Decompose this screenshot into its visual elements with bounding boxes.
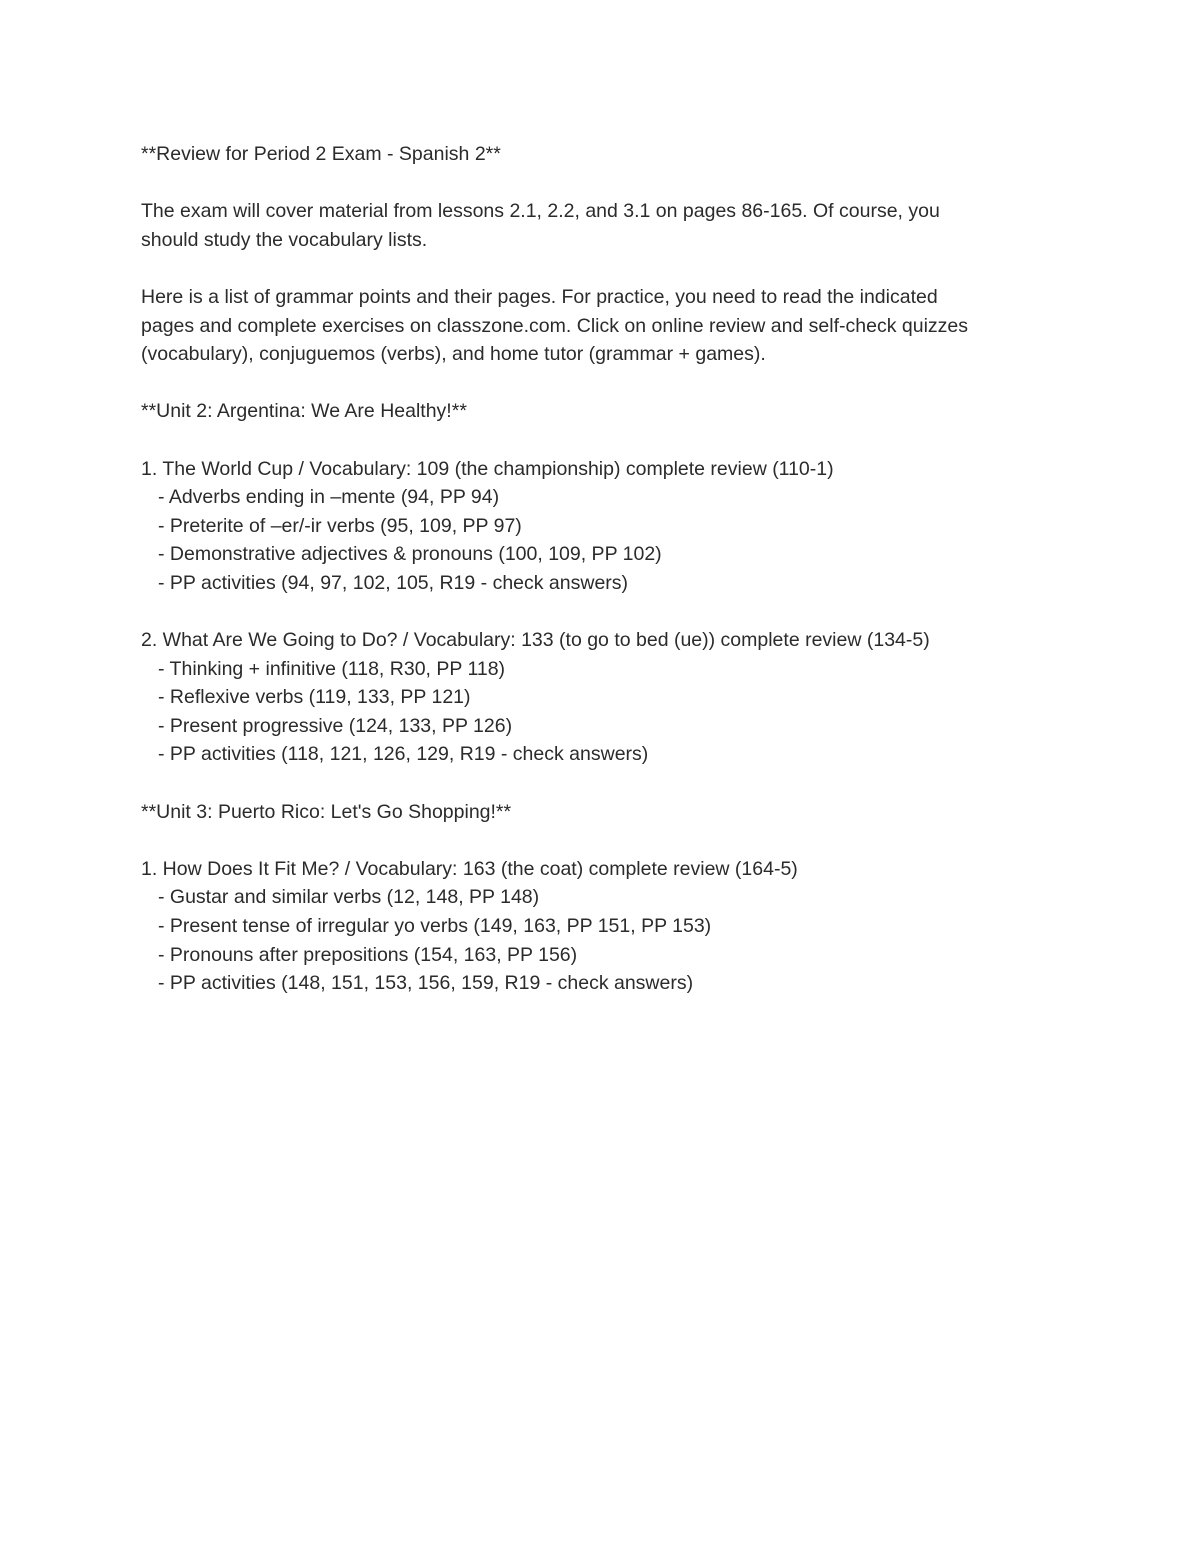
intro-line: should study the vocabulary lists. [141, 228, 428, 251]
list-item: - Gustar and similar verbs (12, 148, PP 148) [158, 886, 540, 909]
list-item: - PP activities (118, 121, 126, 129, R19 - check answers) [158, 743, 649, 766]
unit2-heading: **Unit 2: Argentina: We Are Healthy!** [141, 400, 467, 423]
document-title-block [141, 140, 1081, 169]
list-item: - PP activities (148, 151, 153, 156, 159, R19 - check answers) [158, 972, 694, 995]
intro-line: The exam will cover material from lessons 2.1, 2.2, and 3.1 on pages 86-165. Of course, you [141, 200, 940, 223]
document-body [141, 140, 1081, 1026]
lesson-title: 1. How Does It Fit Me? / Vocabulary: 163 (the coat) complete review (164-5) [141, 857, 798, 880]
unit3-heading-block [141, 798, 1081, 827]
lesson-title: 2. What Are We Going to Do? / Vocabulary: 133 (to go to bed (ue)) complete review (134-5) [141, 629, 930, 652]
lesson-title: 1. The World Cup / Vocabulary: 109 (the championship) complete review (110-1) [141, 457, 834, 480]
unit3-heading: **Unit 3: Puerto Rico: Let's Go Shopping!** [141, 800, 512, 823]
practice-line: pages and complete exercises on classzone.com. Click on online review and self-check quizzes [141, 314, 968, 337]
document-title: **Review for Period 2 Exam - Spanish 2** [141, 143, 501, 165]
list-item: - Present progressive (124, 133, PP 126) [158, 714, 513, 737]
list-item: - Demonstrative adjectives & pronouns (100, 109, PP 102) [158, 543, 662, 566]
list-item: - PP activities (94, 97, 102, 105, R19 - check answers) [158, 571, 629, 594]
practice-line: Here is a list of grammar points and their pages. For practice, you need to read the indicated [141, 285, 938, 308]
practice-line: (vocabulary), conjuguemos (verbs), and home tutor (grammar + games). [141, 343, 766, 366]
unit2-lesson1 [141, 455, 1081, 598]
list-item: - Preterite of –er/-ir verbs (95, 109, PP 97) [158, 514, 522, 537]
list-item: - Adverbs ending in –mente (94, PP 94) [158, 486, 500, 509]
list-item: - Thinking + infinitive (118, R30, PP 118) [158, 657, 506, 680]
list-item: - Pronouns after prepositions (154, 163, PP 156) [158, 943, 578, 966]
list-item: - Present tense of irregular yo verbs (149, 163, PP 151, PP 153) [158, 915, 712, 938]
unit2-lesson2 [141, 626, 1081, 769]
practice-paragraph [141, 283, 1081, 369]
unit2-heading-block [141, 397, 1081, 426]
list-item: - Reflexive verbs (119, 133, PP 121) [158, 686, 471, 709]
intro-paragraph [141, 197, 1081, 254]
unit3-lesson1 [141, 855, 1081, 998]
